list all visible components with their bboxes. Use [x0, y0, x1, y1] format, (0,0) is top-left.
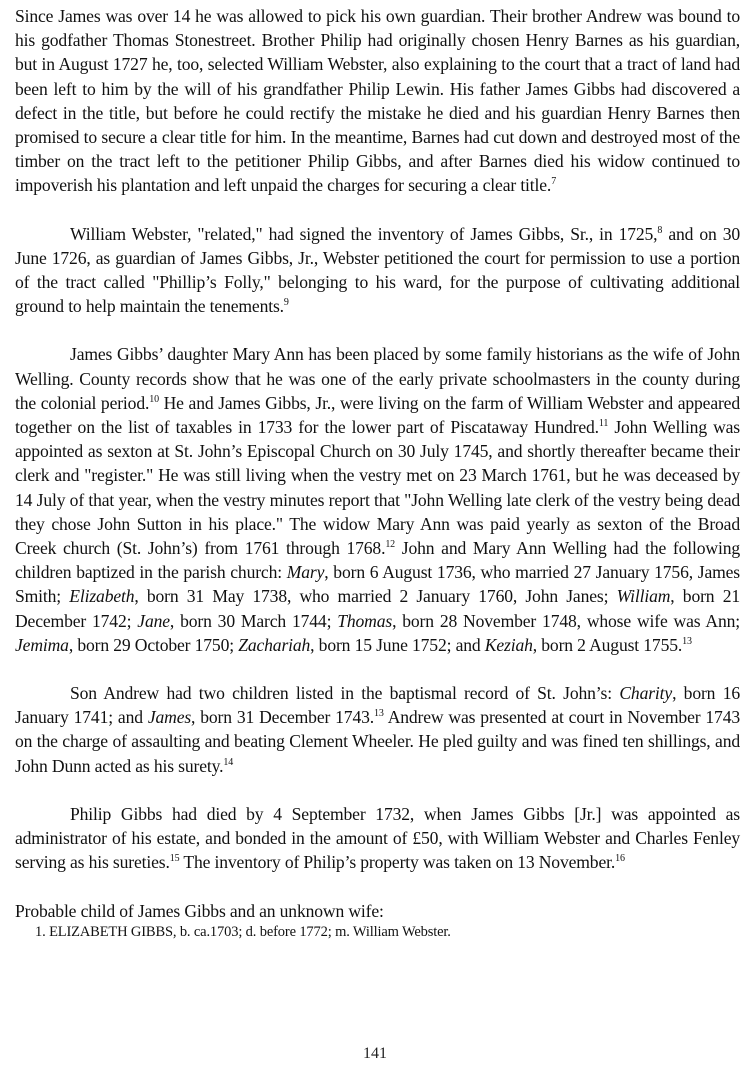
footnote-marker: 12 — [385, 539, 396, 551]
text-run: and on 30 June 1726, as guardian of James Gibbs, Jr., Webster petitioned the court for permission to use a portion of the tract called "Phillip’s Folly," belonging to his ward, for the purpose of cultivating additional ground to help maintain the tenements. — [15, 223, 740, 317]
italic-name: Jane — [137, 610, 170, 631]
text-run: , born 15 June 1752; and — [310, 634, 485, 655]
italic-name: Jemima — [15, 634, 69, 655]
footnote-marker: 10 — [149, 393, 159, 405]
text-run: The inventory of Philip’s property was taken on 13 November. — [179, 852, 616, 873]
paragraph-guardianship — [15, 4, 740, 198]
italic-name: Elizabeth — [69, 586, 135, 607]
text-run: John Welling was appointed as sexton at St. John’s Episcopal Church on 30 July 1745, and shortly thereafter became their clerk and "register." He was still living when the vestry met on 23 March 1761, but he was deceased by 14 July of that year, when the vestry minutes report that "John Welling late clerk of the vestry being dead they chose John Sutton in his place." The widow Mary Ann was paid yearly as sexton of the Broad Creek church (St. John’s) from 1761 through 1768. — [15, 417, 740, 559]
italic-name: Mary — [286, 562, 325, 583]
text-run: William Webster, "related," had signed the inventory of James Gibbs, Sr., in 1725, — [70, 223, 658, 244]
text-run: , born 30 March 1744; — [169, 610, 338, 631]
list-item — [35, 923, 740, 941]
footnote-marker: 7 — [551, 176, 557, 188]
text-run: , born 21 December 1742; — [15, 586, 740, 631]
text-run: Andrew was presented at court in November 1743 on the charge of assaulting and beating Clement Wheeler. He pled guilty and was fined ten shillings, and John Dunn acted as his surety. — [15, 707, 740, 776]
footnote-marker: 8 — [657, 224, 663, 236]
italic-name: Thomas — [337, 610, 393, 631]
footnote-marker: 13 — [682, 635, 692, 647]
list-item-number: 1. — [35, 923, 46, 940]
page-number: 141 — [363, 1045, 387, 1062]
italic-name: James — [147, 707, 192, 728]
list-item-details: , b. ca.1703; d. before 1772; m. William Webster. — [172, 923, 451, 940]
paragraph-son-andrew — [15, 681, 740, 778]
document-page — [15, 4, 740, 941]
footnote-marker: 14 — [223, 756, 234, 768]
text-run: , born 16 January 1741; and — [15, 683, 740, 728]
text-run: Since James was over 14 he was allowed to pick his own guardian. Their brother Andrew was bound to his godfather Thomas Stonestreet. Brother Philip had originally chosen Henry Barnes as his guardian, but in August 1727 he, too, selected William Webster, also explaining to the court that a tract of land had been left to him by the will of his grandfather Philip Lewin. His father James Gibbs had discovered a defect in the title, but before he could rectify the mistake he died and his guardian Henry Barnes then promised to secure a clear title for him. In the meantime, Barnes had cut down and destroyed most of the timber on the tract left to the petitioner Philip Gibbs, and after Barnes died his widow continued to impoverish his plantation and left unpaid the charges for securing a clear title. — [15, 6, 740, 196]
text-run: Philip Gibbs had died by 4 September 1732, when James Gibbs [Jr.] was appointed as administrator of his estate, and bonded in the amount of £50, with William Webster and Charles Fenley serving as his sureties. — [15, 803, 740, 873]
list-intro: Probable child of James Gibbs and an unknown wife: — [15, 900, 384, 921]
italic-name: William — [616, 586, 671, 607]
text-run: , born 31 May 1738, who married 2 January 1760, John Janes; — [134, 586, 617, 607]
text-run: James Gibbs’ daughter Mary Ann has been placed by some family historians as the wife of John Welling. County records show that he was one of the early private schoolmasters in the county during the colonial period. — [15, 344, 740, 413]
text-run: John and Mary Ann Welling had the following children baptized in the parish church: — [15, 538, 740, 583]
footnote-marker: 15 — [169, 853, 180, 865]
list-item-name: ELIZABETH GIBBS — [49, 923, 173, 940]
footnote-marker: 9 — [283, 297, 289, 309]
paragraph-william-webster — [15, 222, 740, 319]
footnote-marker: 11 — [598, 418, 609, 430]
text-run: He and James Gibbs, Jr., were living on the farm of William Webster and appeared together on the list of taxables in 1733 for the lower part of Piscataway Hundred. — [15, 392, 740, 438]
text-run: , born 6 August 1736, who married 27 January 1756, James Smith; — [15, 562, 740, 607]
text-run: , born 31 December 1743. — [191, 707, 374, 728]
italic-name: Keziah — [484, 634, 533, 655]
footnote-marker: 13 — [374, 708, 384, 720]
footnote-marker: 16 — [615, 853, 625, 865]
italic-name: Charity — [619, 683, 673, 704]
text-run: , born 2 August 1755. — [532, 634, 683, 655]
text-run: , born 28 November 1748, whose wife was Ann; — [392, 610, 741, 631]
text-run: Son Andrew had two children listed in the baptismal record of St. John’s: — [70, 683, 620, 704]
italic-name: Zachariah — [238, 634, 311, 655]
paragraph-mary-ann-welling — [15, 342, 740, 657]
text-run: , born 29 October 1750; — [68, 634, 239, 655]
paragraph-philip-gibbs — [15, 802, 740, 875]
